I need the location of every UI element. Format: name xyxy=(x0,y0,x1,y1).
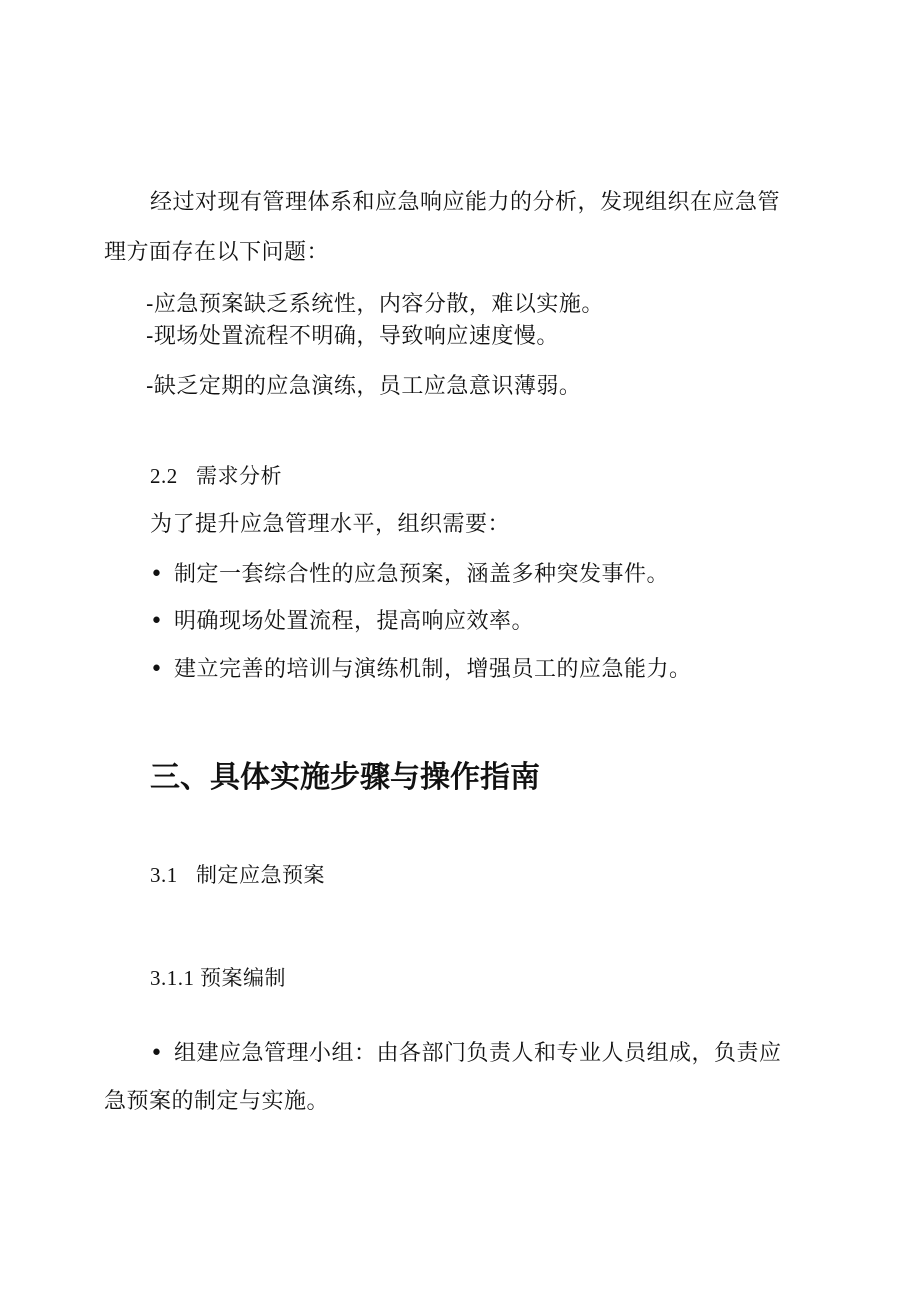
plan-item-text: 组建应急管理小组：由各部门负责人和专业人员组成，负责应 xyxy=(174,1041,782,1066)
needs-intro: 为了提升应急管理水平，组织需要： xyxy=(150,512,511,537)
need-list-item xyxy=(150,656,692,684)
chapter-heading: 三、具体实施步骤与操作指南 xyxy=(150,760,540,795)
need-text: 明确现场处置流程，提高响应效率。 xyxy=(174,609,535,634)
section-title: 预案编制 xyxy=(200,966,286,990)
section-number: 2.2 xyxy=(150,464,178,488)
section-heading-3-1-1 xyxy=(150,964,286,992)
need-list-item xyxy=(150,608,534,636)
bullet-icon: • xyxy=(150,1041,164,1066)
plan-item-line2: 急预案的制定与实施。 xyxy=(104,1089,330,1114)
section-number: 3.1.1 xyxy=(150,966,195,990)
need-text: 制定一套综合性的应急预案，涵盖多种突发事件。 xyxy=(174,562,670,587)
plan-item-line1 xyxy=(150,1040,782,1068)
problem-item: -应急预案缺乏系统性，内容分散，难以实施。 xyxy=(146,292,604,317)
bullet-icon: • xyxy=(150,657,164,682)
analysis-paragraph-line1: 经过对现有管理体系和应急响应能力的分析，发现组织在应急管 xyxy=(150,190,781,215)
need-list-item xyxy=(150,561,669,589)
section-number: 3.1 xyxy=(150,863,178,887)
bullet-icon: • xyxy=(150,609,164,634)
problem-item: -现场处置流程不明确，导致响应速度慢。 xyxy=(146,324,559,349)
section-heading-2-2 xyxy=(150,462,282,490)
section-title: 制定应急预案 xyxy=(196,863,325,887)
section-title: 需求分析 xyxy=(196,464,282,488)
bullet-icon: • xyxy=(150,562,164,587)
analysis-paragraph-line2: 理方面存在以下问题： xyxy=(104,240,330,265)
problem-item: -缺乏定期的应急演练，员工应急意识薄弱。 xyxy=(146,374,582,399)
need-text: 建立完善的培训与演练机制，增强员工的应急能力。 xyxy=(174,657,692,682)
section-heading-3-1 xyxy=(150,861,325,889)
